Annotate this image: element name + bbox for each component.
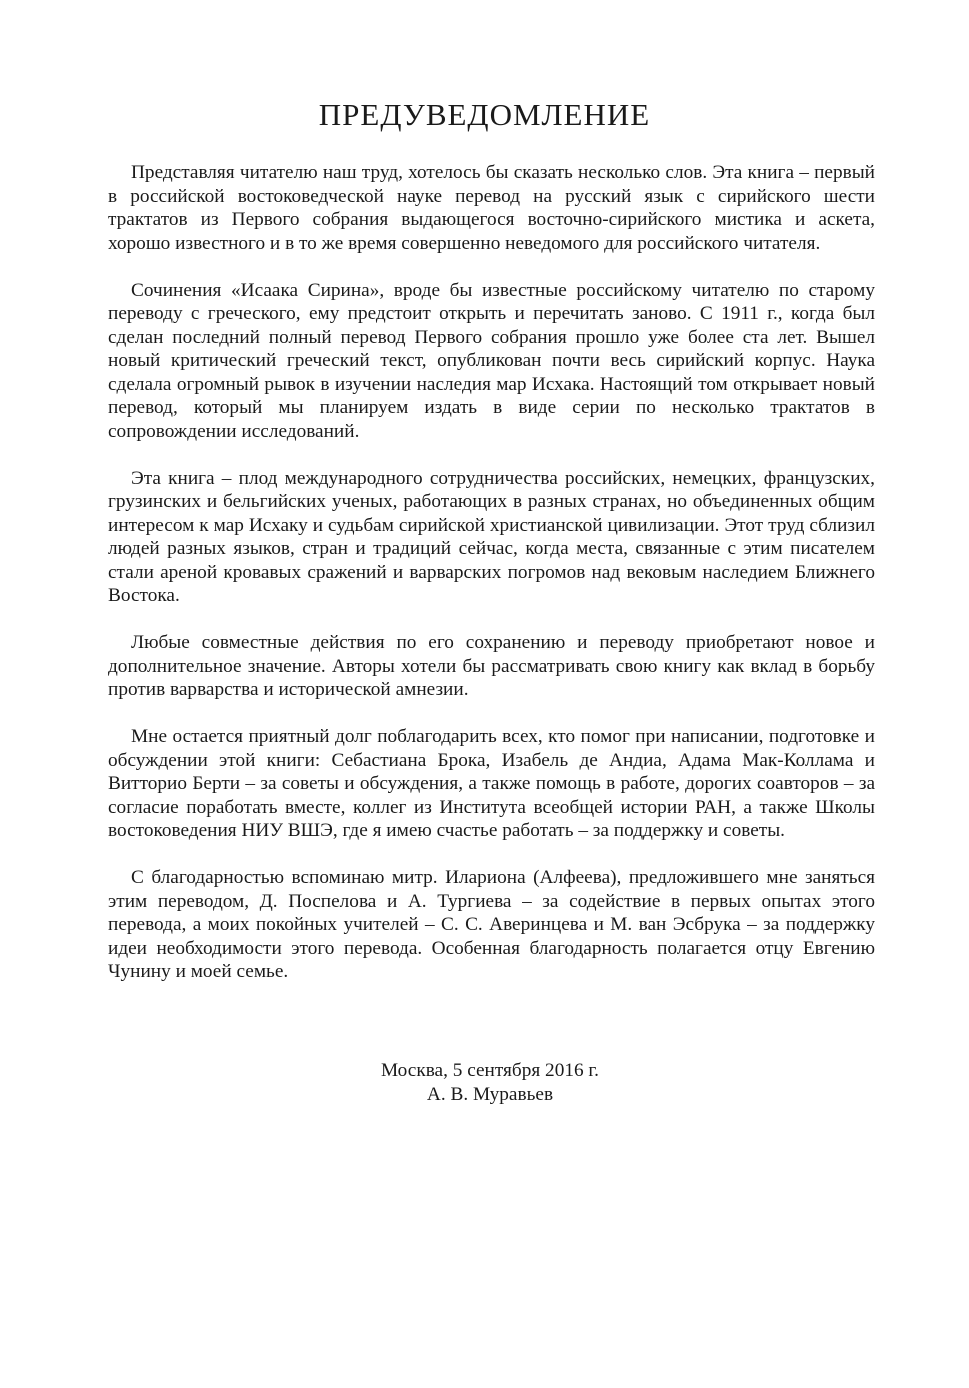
paragraph-1: Представляя читателю наш труд, хотелось бы сказать несколько слов. Эта книга – первый в российской востоковедческой науке перевод на русский язык с сирийского шести трактатов из Первого собрания выдающегося восточно-сирийского мистика и аскета, хорошо известного и в то же время совершенно неведомого для российского читателя.	[108, 162, 875, 254]
paragraph-2: Сочинения «Исаака Сирина», вроде бы известные российскому читателю по старому переводу с греческого, ему предстоит открыть и перечитать заново. С 1911 г., когда был сделан последний полный перевод Первого собрания прошло уже более ста лет. Вышел новый критический греческий текст, опубликован почти весь сирийский корпус. Наука сделала огромный рывок в изучении наследия мар Исхака. Настоящий том открывает новый перевод, который мы планируем издать в виде серии по несколько трактатов в сопровождении исследований.	[108, 279, 875, 442]
author-name: А. В. Муравьев	[426, 1083, 554, 1105]
paragraph-3: Эта книга – плод международного сотрудничества российских, немецких, французских, грузинских и бельгийских ученых, работающих в разных странах, но объединенных общим интересом к мар Исхаку и судьбам сирийской христианской цивилизации. Этот труд сблизил людей разных языков, стран и традиций сейчас, когда места, связанные с этим писателем стали ареной кровавых сражений и варварских погромов над вековым наследием Ближнего Востока.	[108, 467, 875, 606]
paragraph-4: Любые совместные действия по его сохранению и переводу приобретают новое и дополнительное значение. Авторы хотели бы рассматривать свою книгу как вклад в борьбу против варварства и исторической амнезии.	[108, 632, 875, 700]
page-title: ПРЕДУВЕДОМЛЕНИЕ	[318, 97, 651, 132]
paragraph-5: Мне остается приятный долг поблагодарить всех, кто помог при написании, подготовке и обсуждении этой книги: Себастиана Брока, Изабель де Андиа, Адама Мак-Коллама и Витторио Берти – за советы и обсуждения, а также помощь в работе, дорогих соавторов – за согласие поработать вместе, коллег из Института всеобщей истории РАН, а также Школы востоковедения НИУ ВШЭ, где я имею счастье работать – за поддержку и советы.	[108, 726, 875, 841]
preface-body	[108, 161, 875, 1007]
paragraph-6: С благодарностью вспоминаю митр. Илариона (Алфеева), предложившего мне заняться этим переводом, Д. Поспелова и А. Тургиева – за содействие в первых опытах этого перевода, а моих покойных учителей – С. С. Аверинцева и М. ван Эсбрука – за поддержку идеи необходимости этого перевода. Особенная благодарность полагается отцу Евгению Чунину и моей семье.	[108, 867, 875, 982]
signature-block	[0, 1059, 969, 1106]
place-date: Москва, 5 сентября 2016 г.	[380, 1060, 599, 1081]
